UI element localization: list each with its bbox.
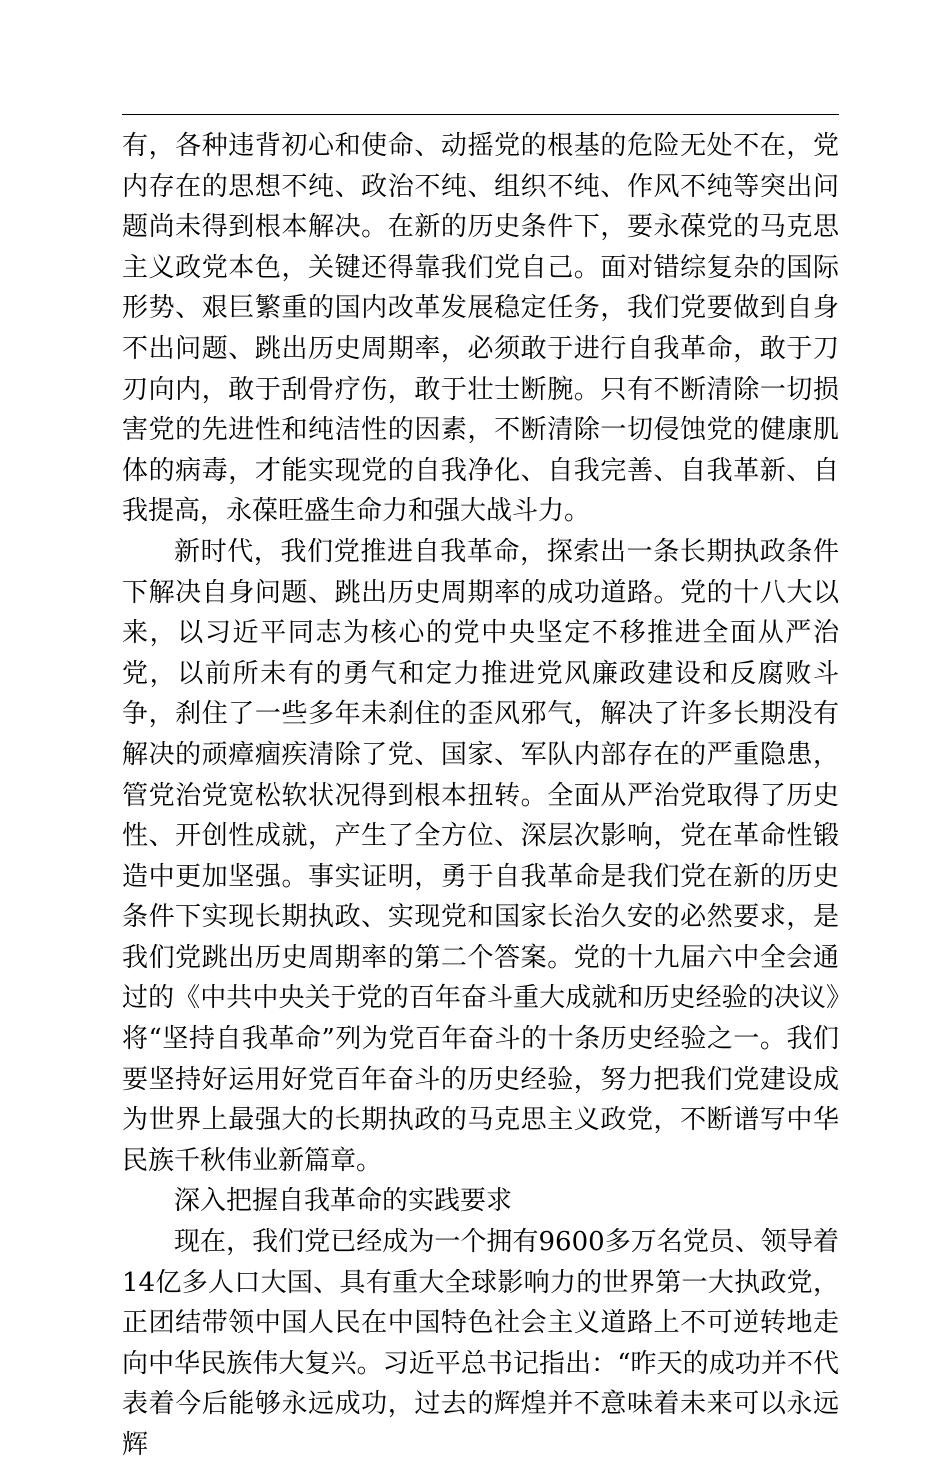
document-body xyxy=(122,126,839,1466)
paragraph-new-era: 新时代，我们党推进自我革命，探索出一条长期执政条件下解决自身问题、跳出历史周期率的成功道路。党的十八大以来，以习近平同志为核心的党中央坚定不移推进全面从严治党，以前所未有的勇气和定力推进党风廉政建设和反腐败斗争，刹住了一些多年未刹住的歪风邪气，解决了许多长期没有解决的顽瘴痼疾清除了党、国家、军队内部存在的严重隐患，管党治党宽松软状况得到根本扭转。全面从严治党取得了历史性、开创性成就，产生了全方位、深层次影响，党在革命性锻造中更加坚强。事实证明，勇于自我革命是我们党在新的历史条件下实现长期执政、实现党和国家长治久安的必然要求，是我们党跳出历史周期率的第二个答案。党的十九届六中全会通过的《中共中央关于党的百年奋斗重大成就和历史经验的决议》将“坚持自我革命”列为党百年奋斗的十条历史经验之一。我们要坚持好运用好党百年奋斗的历史经验，努力把我们党建设成为世界上最强大的长期执政的马克思主义政党，不断谱写中华民族千秋伟业新篇章。 xyxy=(122,536,839,1176)
paragraph-current-situation: 现在，我们党已经成为一个拥有9600多万名党员、领导着14亿多人口大国、具有重大全球影响力的世界第一大执政党，正团结带领中国人民在中国特色社会主义道路上不可逆转地走向中华民族伟大复兴。习近平总书记指出：“昨天的成功并不代表着今后能够永远成功，过去的辉煌并不意味着未来可以永远辉 xyxy=(122,1227,839,1460)
header-rule xyxy=(122,114,839,115)
paragraph-continuation: 有，各种违背初心和使命、动摇党的根基的危险无处不在，党内存在的思想不纯、政治不纯、组织不纯、作风不纯等突出问题尚未得到根本解决。在新的历史条件下，要永葆党的马克思主义政党本色，关键还得靠我们党自己。面对错综复杂的国际形势、艰巨繁重的国内改革发展稳定任务，我们党要做到自身不出问题、跳出历史周期率，必须敢于进行自我革命，敢于刀刃向内，敢于刮骨疗伤，敢于壮士断腕。只有不断清除一切损害党的先进性和纯洁性的因素，不断清除一切侵蚀党的健康肌体的病毒，才能实现党的自我净化、自我完善、自我革新、自我提高，永葆旺盛生命力和强大战斗力。 xyxy=(122,131,839,527)
section-heading: 深入把握自我革命的实践要求 xyxy=(174,1186,513,1217)
